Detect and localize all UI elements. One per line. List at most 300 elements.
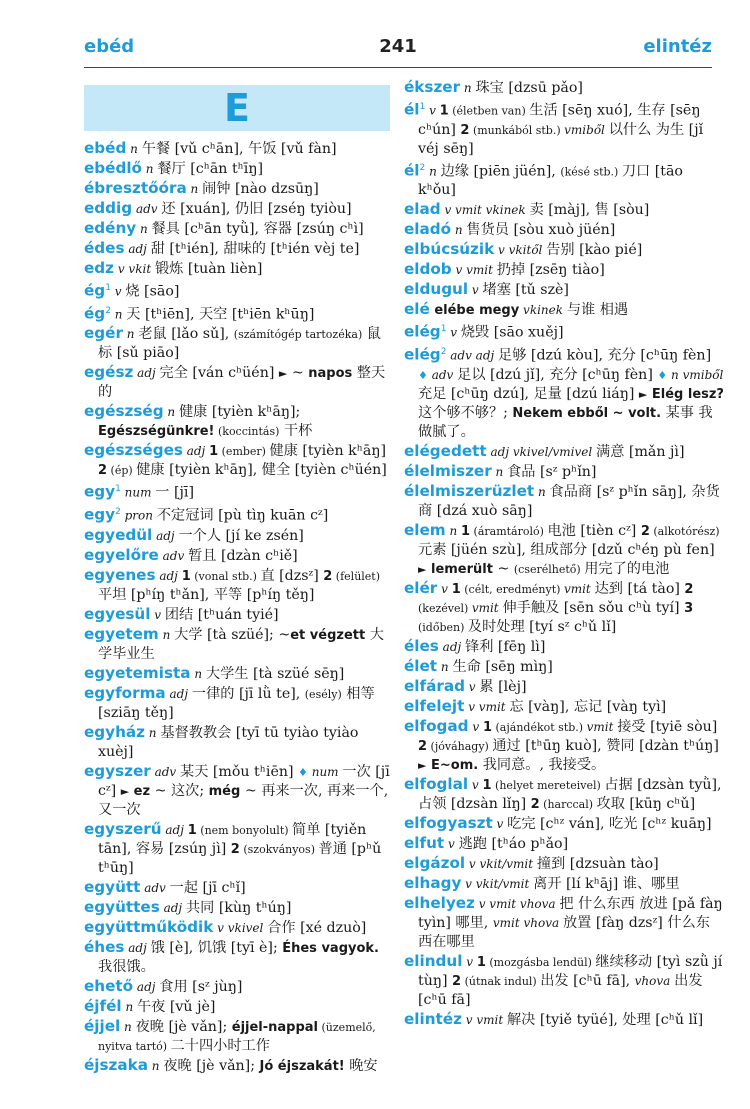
headword: egyedül [84, 525, 153, 544]
dictionary-entry [84, 159, 390, 179]
part-of-speech: v [492, 816, 508, 831]
part-of-speech: n [136, 222, 152, 236]
translation: 天 [tʰiēn], 天空 [tʰiēn kʰūŋ] [126, 306, 315, 323]
part-of-speech: v [468, 777, 483, 792]
translation: 电池 [tièn cᶻ] [547, 522, 641, 539]
translation: 刀口 [tāo kʰǒu] [418, 163, 683, 199]
usage-note: (munkából stb.) [469, 123, 565, 137]
headword: edény [84, 219, 137, 237]
sense-number: 2 [530, 796, 540, 812]
part-of-speech: v [464, 679, 480, 694]
part-of-speech: adv [140, 880, 170, 895]
dictionary-entry [404, 657, 724, 677]
headword: egészség [84, 402, 164, 421]
part-of-speech: v [150, 607, 165, 622]
header-rule [84, 67, 712, 68]
triangle-icon: ► [278, 367, 288, 381]
dictionary-entry [404, 280, 724, 300]
dictionary-entry [404, 894, 724, 952]
dictionary-entry [84, 762, 390, 820]
headword: egyszer [84, 761, 151, 780]
translation: 夜晚 [jè vǎn]; [163, 1057, 260, 1074]
dictionary-entry [404, 482, 724, 521]
part-of-speech: v vmit [461, 1012, 507, 1027]
headword: egész [84, 363, 134, 382]
headword: együtt [84, 877, 141, 896]
headword: elfelejt [404, 696, 465, 715]
part-of-speech: pron [120, 508, 157, 523]
sense-number: 1 [439, 103, 449, 119]
translation: 一起 [jī cʰǐ] [169, 879, 246, 896]
entry-list-right [404, 78, 724, 1030]
homonym-number: 1 [419, 102, 426, 112]
headword: elfoglal [404, 774, 469, 793]
headword: elintéz [404, 1009, 462, 1028]
phrase: Éhes vagyok. [282, 940, 379, 956]
usage-note: (életben van) [448, 104, 530, 118]
phrase: Jó éjszakát! [259, 1058, 345, 1074]
sense-number: 2 [640, 523, 650, 539]
dictionary-entry [404, 834, 724, 854]
usage-note: (áramtároló) [470, 524, 548, 538]
usage-note: (ép) [107, 464, 137, 478]
translation: 团结 [tʰuán tyié] [164, 606, 279, 623]
translation: 烧 [sāo] [125, 283, 180, 300]
headword: ébresztőóra [84, 179, 187, 197]
headword: egér [84, 324, 123, 343]
dictionary-entry [404, 579, 724, 637]
headword: egyforma [84, 683, 166, 702]
translation: 珠宝 [dzsū pǎo] [475, 80, 583, 96]
translation: 堵塞 [tǔ szè] [482, 282, 569, 299]
triangle-icon: ► [418, 758, 427, 772]
part-of-speech: vmit [471, 600, 503, 615]
translation: 简单 [tyiěn tān], 容易 [zsúŋ jì] [98, 821, 367, 857]
headword: éjjel [84, 1016, 121, 1035]
translation: 一次 [jī cᶻ] [98, 763, 390, 799]
part-of-speech: v [437, 581, 452, 596]
usage-note: (kezével) [418, 601, 472, 615]
headword: edz [84, 259, 115, 277]
headword: eddig [84, 199, 133, 217]
translation: ~ 再来一次, 再来一个, 又一次 [98, 782, 389, 818]
translation: 餐具 [cʰān tyǜ], 容器 [zsúŋ cʰì] [151, 221, 364, 237]
headword: együttműködik [84, 917, 214, 936]
part-of-speech: n [120, 1019, 136, 1034]
triangle-icon: ► [638, 387, 648, 401]
translation: 用完了的电池 [584, 560, 670, 577]
usage-note: (vonal stb.) [190, 569, 261, 583]
headword: édes [84, 239, 125, 257]
part-of-speech: v [110, 284, 126, 299]
dictionary-entry [404, 442, 724, 462]
guide-word-first: ebéd [84, 36, 135, 57]
translation: 餐厅 [cʰān tʰīŋ] [157, 161, 264, 177]
headword: ékszer [404, 78, 461, 96]
section-letter: E [224, 86, 250, 130]
part-of-speech: n [445, 523, 461, 538]
translation: 基督教教会 [tyī tū tyiào tyiào xuèj] [98, 724, 359, 760]
right-column [404, 78, 724, 1030]
part-of-speech: v vmit vhova [474, 896, 560, 911]
headword: eladó [404, 220, 452, 239]
part-of-speech: vhova [634, 973, 675, 988]
translation: 达到 [tá tào] [594, 580, 685, 597]
translation: 继续移动 [tyì szǜ jí tùŋ] [418, 953, 723, 989]
translation: 饿 [è], 饥饿 [tyī è]; [150, 939, 283, 956]
phrase: Elég lesz? [651, 386, 724, 402]
translation: 售货员 [sòu xuò jüén] [466, 222, 616, 239]
entry-list-left [84, 139, 390, 1076]
sense-number: 1 [451, 581, 461, 597]
translation: 充足 [cʰūŋ dzú], 足量 [dzú liáŋ] [418, 385, 639, 402]
dictionary-entry [84, 324, 390, 363]
translation: 解决 [tyiě tyüé], 处理 [cʰǔ lǐ] [506, 1011, 704, 1028]
translation: 健康 [tyièn kʰāŋ] [269, 443, 387, 460]
dictionary-entry [84, 179, 390, 199]
dictionary-entry [404, 98, 724, 159]
translation: 大学毕业生 [98, 626, 384, 662]
dictionary-entry [84, 938, 390, 977]
headword: elfogad [404, 716, 469, 735]
phrase: napos [308, 366, 353, 382]
translation: 暂且 [dzàn cʰiě] [188, 547, 298, 564]
dictionary-entry [84, 259, 390, 279]
sense-number: 2 [418, 738, 428, 754]
headword: elbúcsúzik [404, 240, 495, 259]
part-of-speech: vmit [563, 581, 595, 596]
translation: 出发 [cʰū fā] [418, 972, 703, 1008]
headword: egy [84, 483, 116, 502]
part-of-speech: vmit vhova [492, 915, 563, 930]
part-of-speech: n [190, 666, 206, 681]
diamond-icon: ♦ [298, 765, 308, 779]
part-of-speech: v vmit [451, 263, 497, 278]
part-of-speech: adj [161, 822, 188, 837]
usage-note: (koccintás) [214, 425, 280, 439]
translation: 还 [xuán], 仍旧 [zséŋ tyiòu] [161, 201, 352, 217]
part-of-speech: adj [124, 940, 151, 955]
translation: 通过 [tʰūŋ kuò], 赞同 [dzàn tʰúŋ] [492, 737, 719, 754]
diamond-icon: ♦ [657, 368, 668, 382]
part-of-speech: v vkivel [213, 920, 268, 935]
dictionary-entry [84, 503, 390, 526]
translation: 二十四小时工作 [170, 1037, 270, 1054]
dictionary-entry [84, 302, 390, 325]
dictionary-entry [84, 526, 390, 546]
dictionary-entry [84, 139, 390, 159]
part-of-speech: n [147, 1058, 164, 1073]
translation: 离开 [lí kʰāj] 谁、哪里 [533, 875, 680, 892]
translation: 接受 [tyiē sòu] [617, 718, 718, 735]
homonym-number: 2 [440, 347, 447, 358]
dictionary-entry [404, 697, 724, 717]
left-column [84, 78, 390, 1076]
translation: 普通 [pʰǔ tʰūŋ] [98, 840, 382, 876]
dictionary-entry [404, 637, 724, 657]
triangle-icon: ► [120, 784, 130, 798]
translation: 边缘 [piēn jüén], [440, 163, 561, 180]
dictionary-entry [84, 723, 390, 762]
translation: 食品 [sᶻ pʰǐn] [507, 463, 597, 480]
translation: 闹钟 [nào dzsūŋ] [202, 181, 319, 197]
dictionary-entry [404, 1010, 724, 1030]
headword: él [404, 100, 420, 119]
phrase: lemerült [430, 561, 493, 577]
dictionary-entry [404, 952, 724, 1010]
part-of-speech: v vkit/vmit [465, 856, 537, 871]
dictionary-entry [84, 199, 390, 219]
usage-note: (jóváhagy) [427, 739, 493, 753]
phrase: Egészségünkre! [98, 424, 215, 440]
part-of-speech: v [462, 954, 477, 969]
headword: élet [404, 656, 438, 675]
homonym-number: 1 [440, 324, 447, 335]
part-of-speech: n [425, 164, 441, 179]
translation: 满意 [mǎn jì] [596, 443, 685, 460]
usage-note: (mozgásba lendül) [485, 955, 596, 969]
part-of-speech: adv [150, 764, 180, 779]
part-of-speech: n [110, 307, 127, 322]
part-of-speech: n [460, 81, 476, 95]
usage-note: (ember) [218, 445, 270, 459]
sense-number: 3 [684, 600, 694, 616]
usage-note: (időben) [418, 620, 468, 634]
dictionary-entry [404, 200, 724, 220]
translation: 出发 [cʰū fā], [540, 972, 635, 989]
translation: 我同意。, 我接受。 [478, 756, 606, 773]
translation: 整天的 [98, 365, 386, 401]
dictionary-entry [84, 977, 390, 997]
translation: 食品商 [sᶻ pʰǐn sāŋ], 杂货商 [dzá xuò sāŋ] [418, 483, 720, 519]
dictionary-entry [404, 343, 724, 442]
translation: 锋利 [fēŋ lì] [465, 638, 546, 655]
sense-number: 2 [230, 841, 240, 857]
translation: 甜 [tʰién], 甜味的 [tʰién vèj te] [150, 241, 360, 257]
part-of-speech: adj [182, 444, 210, 459]
part-of-speech: adj [124, 242, 151, 256]
dictionary-entry [404, 462, 724, 482]
dictionary-entry [84, 219, 390, 239]
dictionary-entry [404, 874, 724, 894]
part-of-speech: adj [133, 979, 160, 994]
dictionary-entry [84, 279, 390, 302]
dictionary-entry [404, 240, 724, 260]
headword: elfárad [404, 676, 465, 695]
dictionary-entry [404, 260, 724, 280]
translation: 健康 [tyièn kʰāŋ], 健全 [tyièn cʰüén] [136, 462, 387, 479]
translation: 平坦 [pʰíŋ tʰǎn], 平等 [pʰíŋ těŋ] [98, 586, 315, 603]
headword: elég [404, 323, 441, 342]
part-of-speech: v [444, 836, 459, 851]
usage-note: (késé stb.) [560, 165, 622, 179]
translation: 干杯 [279, 423, 313, 440]
translation: 这个够不够？; [418, 404, 513, 421]
usage-note: (szokványos) [239, 842, 319, 856]
translation: ~ 这次; [150, 782, 209, 799]
sense-number: 1 [461, 523, 471, 539]
headword: együttes [84, 897, 160, 916]
translation: 某事 我做腻了。 [418, 404, 713, 440]
headword: elé [404, 300, 430, 319]
usage-note: (útnak indul) [461, 974, 541, 988]
dictionary-entry [84, 997, 390, 1017]
part-of-speech: n [491, 464, 508, 479]
translation: 夜晚 [jè vǎn]; [135, 1018, 232, 1035]
dictionary-entry [84, 684, 390, 723]
sense-number: 2 [323, 568, 333, 584]
usage-note: (ajándékot stb.) [492, 720, 587, 734]
translation: 完全 [ván cʰüén] [159, 365, 279, 382]
translation: 晚安 [344, 1057, 378, 1074]
dictionary-entry [84, 625, 390, 664]
part-of-speech: v [446, 326, 461, 341]
usage-note: (célt, eredményt) [460, 582, 564, 596]
homonym-number: 1 [105, 283, 111, 293]
headword: ég [84, 281, 106, 300]
dictionary-entry [404, 521, 724, 579]
translation: 生命 [sēŋ mìŋ] [452, 658, 553, 675]
phrase: E~om. [430, 757, 479, 773]
dictionary-entry [84, 664, 390, 684]
translation: ~ [492, 560, 514, 577]
part-of-speech: n [126, 142, 142, 156]
headword: egyesül [84, 604, 151, 623]
dictionary-entry [404, 677, 724, 697]
translation: 直 [dzsᶻ] [260, 567, 324, 584]
headword: elgázol [404, 853, 466, 872]
translation: 占据 [dzsàn tyǜ], 占领 [dzsàn lǐŋ] [418, 776, 722, 812]
part-of-speech: vkinek [519, 303, 567, 318]
usage-note: (üzemelő, nyitva tartó) [98, 1020, 376, 1053]
page-number: 241 [379, 36, 417, 57]
headword: elfut [404, 833, 445, 852]
homonym-number: 1 [115, 484, 121, 495]
sense-number: 1 [476, 954, 486, 970]
translation: 一律的 [jī lǜ te], [191, 685, 305, 702]
part-of-speech: adj [438, 639, 466, 654]
part-of-speech: adv [427, 367, 458, 382]
part-of-speech: n [122, 327, 139, 342]
dictionary-entry [84, 605, 390, 625]
translation: 我很饿。 [98, 958, 155, 975]
translation: 锻炼 [tuàn lièn] [154, 261, 263, 277]
dictionary-entry [84, 480, 390, 503]
part-of-speech: v [468, 719, 483, 734]
dictionary-entry [404, 320, 724, 343]
translation: 一个人 [jí ke zsén] [178, 527, 304, 544]
translation: 忘 [vàŋ], 忘记 [vàŋ tyì] [509, 698, 667, 715]
phrase: elébe megy [434, 303, 520, 319]
guide-word-last: elintéz [643, 36, 712, 57]
translation: 生活 [sēŋ xuó], 生存 [sēŋ cʰún] [418, 102, 701, 138]
dictionary-entry [404, 854, 724, 874]
dictionary-entry [84, 898, 390, 918]
headword: egyház [84, 722, 145, 741]
dictionary-entry [84, 363, 390, 402]
dictionary-entry [84, 566, 390, 605]
part-of-speech: adv [132, 202, 162, 216]
dictionary-entry [404, 159, 724, 201]
headword: él [404, 161, 420, 180]
dictionary-entry [404, 814, 724, 834]
translation: 共同 [kùŋ tʰúŋ] [185, 899, 292, 916]
headword: egyetemista [84, 663, 191, 682]
headword: ehető [84, 976, 134, 995]
dictionary-entry [84, 239, 390, 259]
part-of-speech: adv [158, 548, 189, 563]
sense-number: 1 [209, 444, 219, 460]
section-letter-box [84, 85, 390, 131]
headword: eldob [404, 260, 452, 279]
sense-number: 1 [482, 719, 493, 735]
dictionary-entry [84, 1056, 390, 1076]
diamond-icon: ♦ [418, 368, 428, 382]
part-of-speech: v [425, 103, 440, 118]
headword: ebédlő [84, 159, 142, 177]
sense-number: 2 [684, 581, 694, 597]
sense-number: 1 [187, 822, 197, 838]
translation: 累 [lèj] [479, 678, 527, 695]
translation: 以什么 为生 [jǐ véj sēŋ] [418, 121, 704, 157]
dictionary-entry [84, 402, 390, 441]
dictionary-entry [84, 918, 390, 938]
part-of-speech: n [534, 484, 550, 499]
dictionary-entry [404, 775, 724, 814]
part-of-speech: n [121, 999, 137, 1014]
part-of-speech: n [437, 659, 453, 674]
sense-number: 2 [460, 122, 470, 138]
usage-note: (felület) [332, 569, 381, 583]
sense-number: 2 [452, 973, 462, 989]
part-of-speech: adv adj [446, 348, 499, 363]
headword: elég [404, 345, 441, 364]
headword: egyenes [84, 565, 156, 584]
usage-note: (helyet mereteivel) [491, 778, 605, 792]
translation: 扔掉 [zsēŋ tiào] [496, 262, 605, 279]
translation: 大学生 [tà szüé sēŋ] [205, 665, 345, 682]
phrase: Nekem ebből ~ volt. [512, 405, 662, 421]
part-of-speech: vmit [586, 719, 618, 734]
dictionary-entry [84, 546, 390, 566]
headword: elem [404, 520, 446, 539]
part-of-speech: adj [159, 900, 186, 915]
translation: 把 什么东西 放进 [pǎ fàŋ tyìn] 哪里, [418, 895, 723, 931]
part-of-speech: adj [155, 568, 182, 583]
translation: 某天 [mǒu tʰiēn] [180, 763, 299, 780]
headword: ebéd [84, 139, 127, 157]
headword: elhelyez [404, 893, 475, 912]
sense-number: 1 [482, 777, 492, 793]
headword: élelmiszerüzlet [404, 481, 535, 500]
headword: éjfél [84, 996, 122, 1015]
translation: 攻取 [kūŋ cʰǔ] [596, 795, 696, 812]
headword: elhagy [404, 873, 462, 892]
translation: ~ [287, 365, 309, 382]
part-of-speech: adj [152, 528, 179, 543]
headword: éjszaka [84, 1055, 148, 1074]
dictionary-entry [84, 820, 390, 878]
part-of-speech: n [158, 627, 175, 642]
phrase: ez [133, 783, 151, 799]
homonym-number: 2 [105, 305, 111, 316]
translation: 鼠标 [sǔ piāo] [98, 326, 381, 362]
headword: elad [404, 200, 441, 219]
translation: 吃完 [cʰᶻ ván], 吃光 [cʰᶻ kuāŋ] [507, 815, 712, 832]
phrase: et végzett [290, 627, 366, 643]
headword: elégedett [404, 441, 487, 460]
headword: egyszerű [84, 819, 162, 838]
